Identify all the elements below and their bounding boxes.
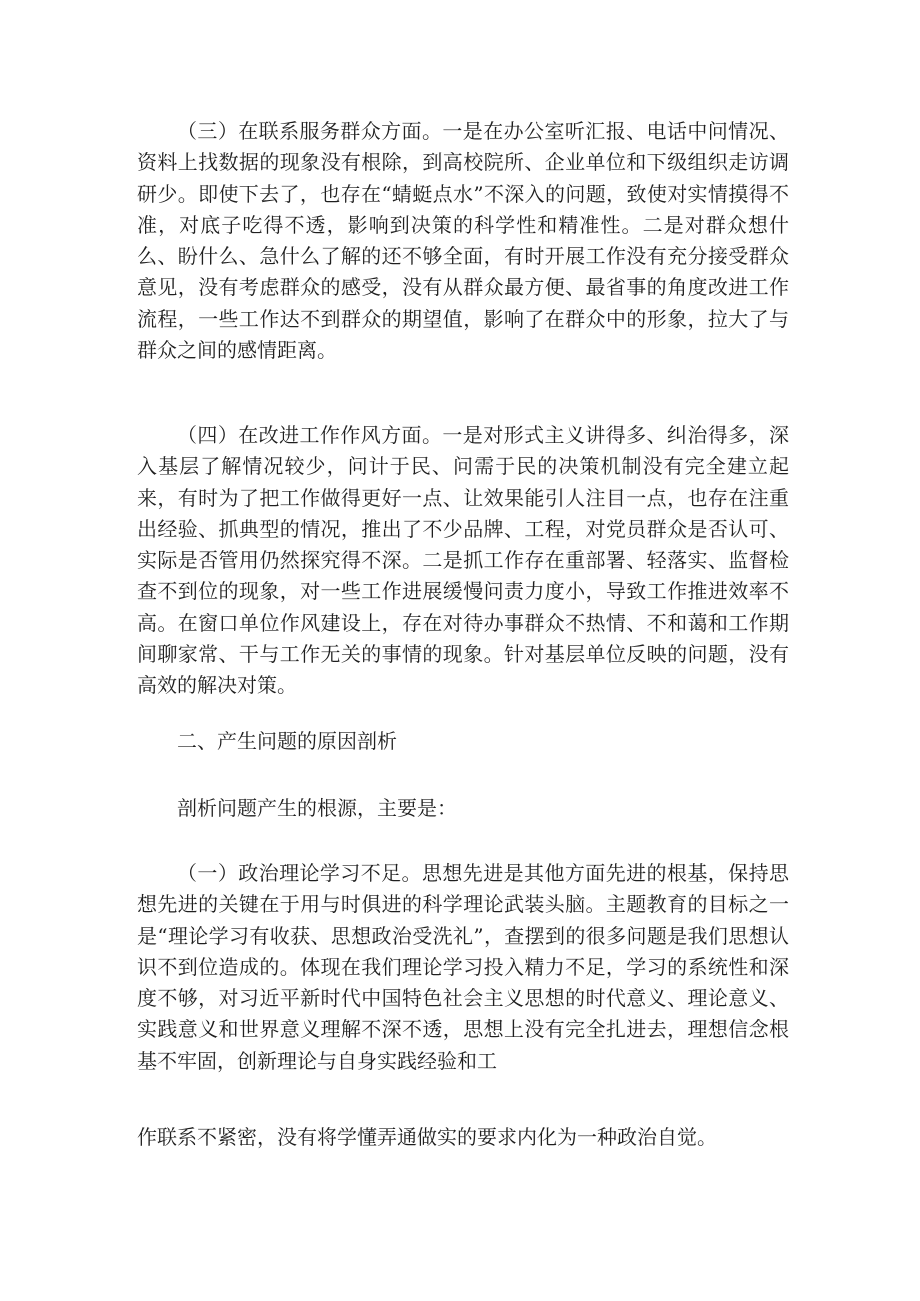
paragraph-work-style: （四）在改进工作作风方面。一是对形式主义讲得多、纠治得多，深入基层了解情况较少，问计于民、问需于民的决策机制没有完全建立起来，有时为了把工作做得更好一点、让效果能引人注目一点，也存在注重出经验、抓典型的情况，推出了不少品牌、工程，对党员群众是否认可、实际是否管用仍然探究得不深。二是抓工作存在重部署、轻落实、监督检查不到位的现象，对一些工作进展缓慢问责力度小，导致工作推进效率不高。在窗口单位作风建设上，存在对待办事群众不热情、不和蔼和工作期间聊家常、干与工作无关的事情的现象。针对基层单位反映的问题，没有高效的解决对策。 <box>137 423 789 698</box>
paragraph-political-theory-study: （一）政治理论学习不足。思想先进是其他方面先进的根基，保持思想先进的关键在于用与时俱进的科学理论武装头脑。主题教育的目标之一是“理论学习有收获、思想政治受洗礼”，查摆到的很多问题是我们思想认识不到位造成的。体现在我们理论学习投入精力不足，学习的系统性和深度不够，对习近平新时代中国特色社会主义思想的时代意义、理论意义、实践意义和世界意义理解不深不透，思想上没有完全扎进去，理想信念根基不牢固，创新理论与自身实践经验和工 <box>137 861 789 1073</box>
section-heading-cause-analysis: 二、产生问题的原因剖析 <box>177 729 397 753</box>
paragraph-service-to-masses: （三）在联系服务群众方面。一是在办公室听汇报、电话中问情况、资料上找数据的现象没有根除，到高校院所、企业单位和下级组织走访调研少。即使下去了，也存在“蜻蜓点水”不深入的问题，致使对实情摸得不准，对底子吃得不透，影响到决策的科学性和精准性。二是对群众想什么、盼什么、急什么了解的还不够全面，有时开展工作没有充分接受群众意见，没有考虑群众的感受，没有从群众最方便、最省事的角度改进工作流程，一些工作达不到群众的期望值，影响了在群众中的形象，拉大了与群众之间的感情距离。 <box>137 119 789 363</box>
paragraph-root-cause-intro: 剖析问题产生的根源，主要是： <box>177 796 457 820</box>
paragraph-political-theory-continued: 作联系不紧密，没有将学懂弄通做实的要求内化为一种政治自觉。 <box>137 1125 717 1149</box>
